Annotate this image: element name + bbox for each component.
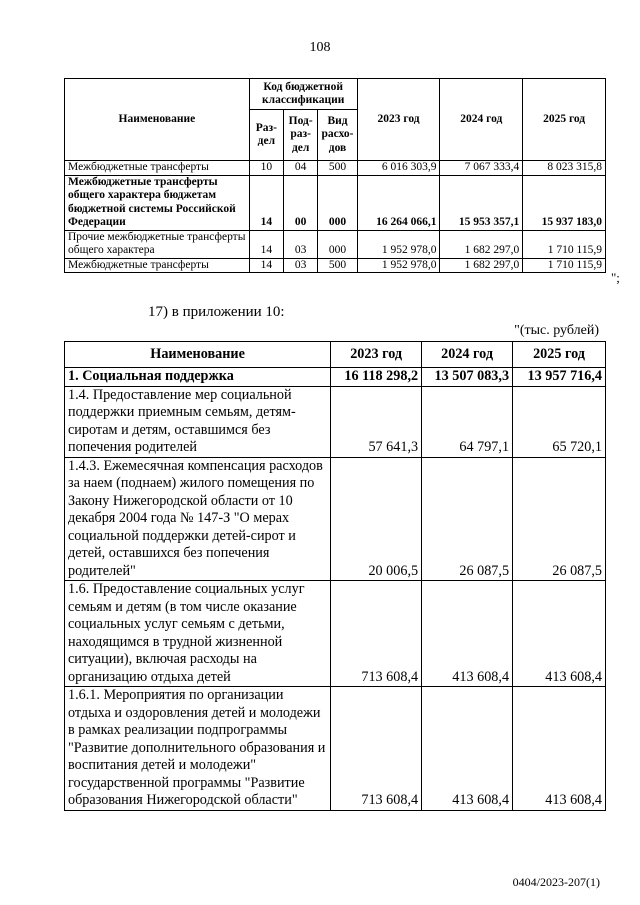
table-row	[65, 230, 606, 258]
table-row	[65, 161, 606, 176]
budget-code-table	[64, 78, 606, 273]
row-subsection: 04	[284, 161, 318, 176]
row-type: 500	[318, 258, 357, 273]
row-section: 14	[249, 175, 283, 230]
table-row	[65, 581, 606, 687]
table-row	[65, 457, 606, 581]
row-2025: 15 937 183,0	[523, 175, 606, 230]
header-2024: 2024 год	[422, 342, 513, 368]
table-row	[65, 258, 606, 273]
row-2023: 1 952 978,0	[357, 258, 440, 273]
row-name: Межбюджетные трансферты общего характера бюджетам бюджетной системы Российской Федерации	[65, 175, 250, 230]
row-name: 1. Социальная поддержка	[65, 368, 331, 387]
row-2025: 13 957 716,4	[513, 368, 606, 387]
table1-closing-mark: ";	[611, 270, 620, 285]
row-2024: 7 067 333,4	[440, 161, 523, 176]
row-2023: 1 952 978,0	[357, 230, 440, 258]
row-2023: 57 641,3	[331, 386, 422, 457]
row-name: 1.4.3. Ежемесячная компенсация расходов за наем (поднаем) жилого помещения по Закону Нижегородской области от 10 декабря 2004 года № 147-З "О мерах социальной поддержки детей-сирот и детей, оставшихся без попечения родителей"	[65, 457, 331, 581]
row-2024: 413 608,4	[422, 687, 513, 811]
row-type: 000	[318, 230, 357, 258]
header-2025: 2025 год	[523, 79, 606, 161]
row-2024: 64 797,1	[422, 386, 513, 457]
social-support-table	[64, 341, 606, 811]
row-2024: 13 507 083,3	[422, 368, 513, 387]
header-expense-type: Вид расхо-дов	[318, 110, 357, 161]
header-2023: 2023 год	[331, 342, 422, 368]
header-name: Наименование	[65, 342, 331, 368]
row-section: 10	[249, 161, 283, 176]
row-2023: 6 016 303,9	[357, 161, 440, 176]
row-section: 14	[249, 258, 283, 273]
header-2025: 2025 год	[513, 342, 606, 368]
table-row	[65, 175, 606, 230]
row-2024: 1 682 297,0	[440, 258, 523, 273]
table-header-row	[65, 342, 606, 368]
row-subsection: 03	[284, 258, 318, 273]
row-2023: 20 006,5	[331, 457, 422, 581]
table-header-row	[65, 79, 606, 110]
row-2025: 65 720,1	[513, 386, 606, 457]
header-name: Наименование	[65, 79, 250, 161]
row-name: 1.6.1. Мероприятия по организации отдыха и оздоровления детей и молодежи в рамках реализации подпрограммы "Развитие дополнительного образования и воспитания детей и молодежи" государственной программы "Развитие образования Нижегородской области"	[65, 687, 331, 811]
row-name: Межбюджетные трансферты	[65, 161, 250, 176]
page-number: 108	[309, 40, 331, 55]
header-2023: 2023 год	[357, 79, 440, 161]
row-2025: 1 710 115,9	[523, 258, 606, 273]
header-subsection: Под-раз-дел	[284, 110, 318, 161]
unit-label: "(тыс. рублей)	[514, 323, 599, 338]
row-2025: 26 087,5	[513, 457, 606, 581]
row-2024: 26 087,5	[422, 457, 513, 581]
row-name: Прочие межбюджетные трансферты общего характера	[65, 230, 250, 258]
row-section: 14	[249, 230, 283, 258]
row-name: 1.6. Предоставление социальных услуг семьям и детям (в том числе оказание социальных услуг семьям с детьми, находящимся в трудной жизненной ситуации), включая расходы на организацию отдыха детей	[65, 581, 331, 687]
row-2023: 16 118 298,2	[331, 368, 422, 387]
row-2024: 1 682 297,0	[440, 230, 523, 258]
row-2024: 413 608,4	[422, 581, 513, 687]
row-subsection: 00	[284, 175, 318, 230]
row-2023: 713 608,4	[331, 581, 422, 687]
header-budget-code: Код бюджетной классификации	[249, 79, 357, 110]
header-2024: 2024 год	[440, 79, 523, 161]
header-section: Раз-дел	[249, 110, 283, 161]
row-type: 500	[318, 161, 357, 176]
row-2023: 713 608,4	[331, 687, 422, 811]
row-2025: 413 608,4	[513, 687, 606, 811]
row-name: 1.4. Предоставление мер социальной поддержки приемным семьям, детям-сиротам и детям, оставшимся без попечения родителей	[65, 386, 331, 457]
row-type: 000	[318, 175, 357, 230]
row-2025: 8 023 315,8	[523, 161, 606, 176]
document-number: 0404/2023-207(1)	[512, 875, 600, 889]
row-2024: 15 953 357,1	[440, 175, 523, 230]
table-row	[65, 687, 606, 811]
table-row	[65, 368, 606, 387]
row-2025: 1 710 115,9	[523, 230, 606, 258]
row-2025: 413 608,4	[513, 581, 606, 687]
row-2023: 16 264 066,1	[357, 175, 440, 230]
appendix-intro: 17) в приложении 10:	[148, 304, 285, 320]
table-row	[65, 386, 606, 457]
row-name: Межбюджетные трансферты	[65, 258, 250, 273]
row-subsection: 03	[284, 230, 318, 258]
